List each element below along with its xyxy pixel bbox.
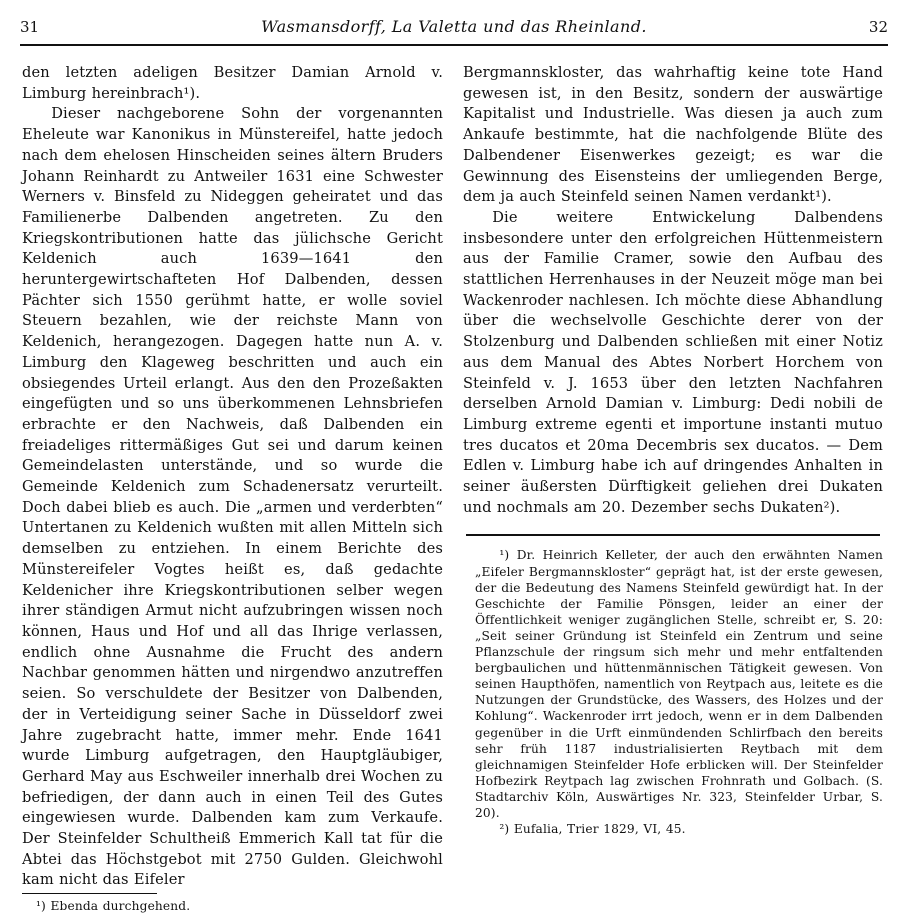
left-footnote-rule: [22, 893, 157, 894]
running-title: Wasmansdorff, La Valetta und das Rheinland.: [261, 17, 647, 36]
left-column: [22, 63, 443, 914]
footnote-2: ²) Eufalia, Trier 1829, VI, 45.: [499, 822, 686, 837]
page-header: [20, 14, 888, 48]
page-number-left: 31: [20, 18, 40, 36]
footnote-1: ¹) Dr. Heinrich Kelleter, der auch den erwähnten Namen „Eifeler Bergmannskloster“ geprägt hat, ist der erste gewesen, der die Bedeutung des Namens Steinfeld gewürdigt hat. In der Geschichte der Familie Pönsgen, leider an einer der Öffentlichkeit weniger zugänglichen Stelle, schreibt er, S. 20: „Seit seiner Gründung ist Steinfeld ein Zentrum und seine Pflanzschule der ringsum sich mehr und mehr entfaltenden bergbaulichen und hüttenmännischen Tätigkeit gewesen. Von seinen Haupthöfen, namentlich von Reytpach aus, leitete es die Nutzungen der Grundstücke, des Wassers, des Holzes und der Kohlung“. Wackenroder irrt jedoch, wenn er in dem Dalbenden gegenüber in die Urft einmündenden Schlirfbach den bereits sehr früh 1187 industrialisierten Reytbach mit dem gleichnamigen Steinfelder Hofe erblicken will. Der Steinfelder Hofbezirk Reytpach lag zwischen Frohnrath und Golbach. (S. Stadtarchiv Köln, Auswärtiges Nr. 323, Steinfelder Urbar, S. 20).: [475, 548, 883, 820]
right-paragraph-2: Die weitere Entwickelung Dalbendens insbesondere unter den erfolgreichen Hüttenmeistern aus der Familie Cramer, sowie den Aufbau des stattlichen Herrenhauses in der Neuzeit möge man bei Wackenroder nachlesen. Ich möchte diese Abhandlung über die wechselvolle Geschichte derer von der Stolzenburg und Dalbenden schließen mit einer Notiz aus dem Manual des Abtes Norbert Horchem von Steinfeld v. J. 1653 über den letzten Nachfahren derselben Arnold Damian v. Limburg: Dedi nobili de Limburg extreme egenti et importune instanti mutuo tres ducatos et 20ma Decembris sex ducatos. — Dem Edlen v. Limburg habe ich auf dringendes Anhalten in seiner äußersten Dürftigkeit geliehen drei Dukaten und nochmals am 20. Dezember sechs Dukaten²).: [463, 208, 883, 516]
right-footnotes: [463, 547, 883, 837]
right-footnote-rule: [466, 534, 880, 536]
left-paragraph-2: Dieser nachgeborene Sohn der vorgenannten Eheleute war Kanonikus in Münstereifel, hatte jedoch nach dem ehelosen Hinscheiden seines ältern Bruders Johann Reinhardt zu Antweiler 1631 eine Schwester Werners v. Binsfeld zu Nideggen geheiratet und das Familienerbe Dalbenden angetreten. Zu den Kriegskontributionen hatte das jülichsche Gericht Keldenich auch 1639—1641 den heruntergewirtschafteten Hof Dalbenden, dessen Pächter sich 1550 gerühmt hatte, er wolle soviel Steuern bezahlen, wie der reichste Mann von Keldenich, herangezogen. Dagegen hatte nun A. v. Limburg den Klageweg beschritten und auch ein obsiegendes Urteil erlangt. Aus den den Prozeßakten eingefügten und so uns überkommenen Lehnsbriefen erbrachte er den Nachweis, daß Dalbenden ein freiadeliges rittermäßiges Gut sei und darum keinen Gemeindelasten unterstände, und so wurde die Gemeinde Keldenich zum Schadenersatz verurteilt. Doch dabei blieb es auch. Die „armen und verderbten“ Untertanen zu Keldenich wußten mit allen Mitteln sich demselben zu entziehen. In einem Berichte des Münstereifeler Vogtes heißt es, daß gedachte Keldenicher ihre Kriegskontributionen selber wegen ihrer ständigen Armut nicht aufzubringen wissen noch können, Haus und Hof und all das Ihrige verlassen, endlich ohne Ausnahme die Frucht des andern Nachbar genommen hätten und nirgendwo anzutreffen seien. So verschuldete der Besitzer von Dalbenden, der in Verteidigung seiner Sache in Düsseldorf zwei Jahre zugebracht hatte, immer mehr. Ende 1641 wurde Limburg aufgetragen, den Hauptgläubiger, Gerhard May aus Eschweiler innerhalb drei Wochen zu befriedigen, der dann auch in einen Teil des Gutes eingewiesen wurde. Dalbenden kam zum Verkaufe. Der Steinfelder Schultheiß Emmerich Kall tat für die Abtei das Höchstgebot mit 2750 Gulden. Gleichwohl kam nicht das Eifeler: [22, 105, 443, 889]
left-paragraph-1: den letzten adeligen Besitzer Damian Arnold v. Limburg hereinbrach¹).: [22, 64, 443, 102]
right-column: [463, 63, 883, 837]
header-rule: [20, 44, 888, 46]
right-paragraph-1: Bergmannskloster, das wahrhaftig keine tote Hand gewesen ist, in den Besitz, sondern der auswärtige Kapitalist und Industrielle. Was diesen ja auch zum Ankaufe bestimmte, hat die nachfolgende Blüte des Dalbendener Eisenwerkes gezeigt; es war die Gewinnung des Eisensteins der umliegenden Berge, dem ja auch Steinfeld seinen Namen verdankt¹).: [463, 64, 883, 206]
left-footnote: ¹) Ebenda durchgehend.: [36, 899, 191, 914]
page-number-right: 32: [868, 18, 888, 36]
